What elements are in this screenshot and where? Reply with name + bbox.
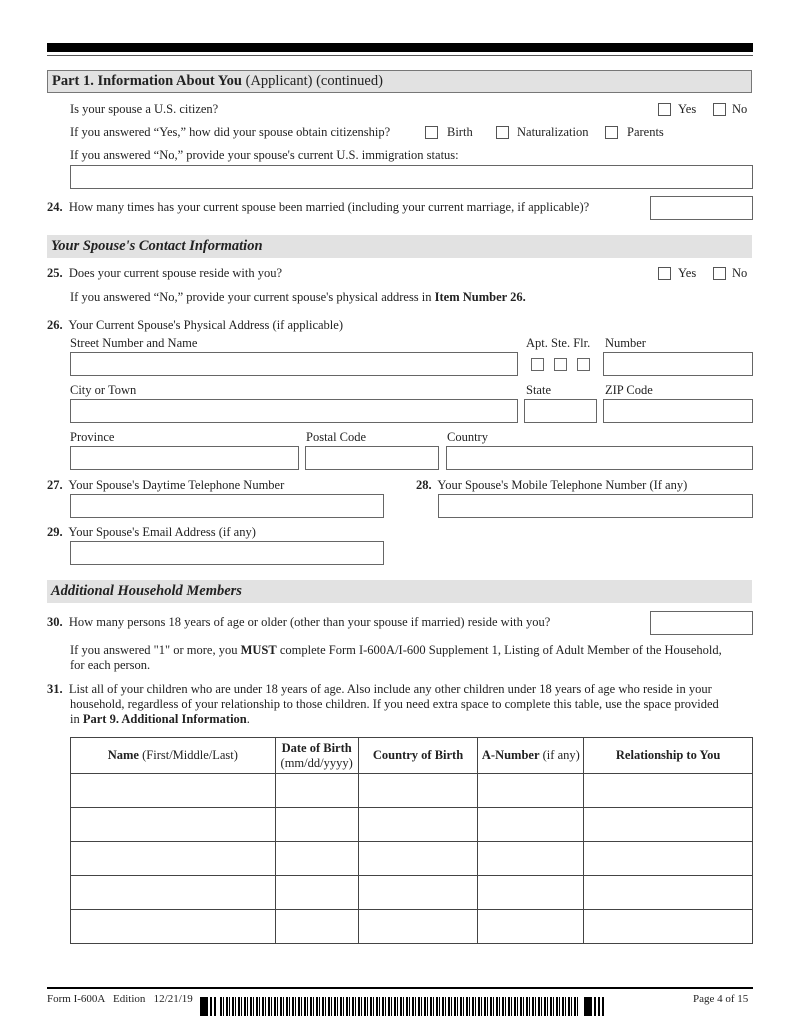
barcode-image — [200, 997, 625, 1016]
country-input[interactable] — [446, 446, 753, 470]
household-section-header: Additional Household Members — [47, 580, 752, 603]
child-1-country[interactable] — [358, 774, 478, 808]
header-name — [71, 738, 276, 774]
q31-line3 — [70, 712, 250, 727]
child-2-relationship[interactable] — [584, 808, 753, 842]
header-anum-bold: A-Number — [481, 748, 540, 762]
child-4-a-number[interactable] — [478, 876, 584, 910]
ste-checkbox[interactable] — [554, 358, 567, 371]
q25-label: Does your current spouse reside with you? — [68, 266, 283, 280]
child-5-a-number[interactable] — [478, 910, 584, 944]
child-3-a-number[interactable] — [478, 842, 584, 876]
postal-code-label: Postal Code — [306, 430, 367, 444]
header-anum-light: (if any) — [539, 748, 580, 762]
citizenship-how-label: If you answered “Yes,” how did your spouse obtain citizenship? — [70, 125, 391, 139]
q30-note-suffix: complete Form I-600A/I-600 Supplement 1, Listing of Adult Member of the Household, — [276, 643, 722, 657]
table-row — [71, 842, 753, 876]
top-rule-thick — [47, 43, 753, 52]
adult-household-count-input[interactable] — [650, 611, 753, 635]
child-3-country[interactable] — [358, 842, 478, 876]
part-header-normal: (Applicant) (continued) — [242, 73, 383, 89]
page-number: Page 4 of 15 — [693, 993, 749, 1005]
apt-ste-flr-label: Apt. Ste. Flr. — [526, 336, 591, 350]
header-name-light: (First/Middle/Last) — [138, 748, 238, 762]
child-2-dob[interactable] — [275, 808, 358, 842]
q26-number: 26. — [47, 318, 63, 332]
children-table — [70, 737, 753, 944]
header-country — [358, 738, 478, 774]
q30-label: How many persons 18 years of age or older (other than your spouse if married) reside with you? — [68, 615, 551, 629]
province-input[interactable] — [70, 446, 299, 470]
table-row — [71, 910, 753, 944]
q31-line3-bold: Part 9. Additional Information — [82, 712, 247, 726]
apt-checkbox[interactable] — [531, 358, 544, 371]
q24-row — [47, 200, 589, 215]
q31-line2: household, regardless of your relationship to those children. If you need extra space to complete this table, use the space provided — [70, 697, 719, 711]
q31-number: 31. — [47, 682, 63, 696]
q31-line3-suffix: . — [246, 712, 250, 726]
child-4-country[interactable] — [358, 876, 478, 910]
citizenship-birth-label: Birth — [447, 125, 473, 139]
q25-number: 25. — [47, 266, 63, 280]
q30-note-bold: MUST — [240, 643, 277, 657]
spouse-reside-no-label: No — [732, 266, 748, 280]
zip-input[interactable] — [603, 399, 753, 423]
spouse-reside-yes-checkbox[interactable] — [658, 267, 671, 280]
zip-label: ZIP Code — [605, 383, 653, 397]
q26-row — [47, 318, 343, 333]
q25-note-text: If you answered “No,” provide your current spouse's physical address in — [70, 290, 435, 304]
child-1-a-number[interactable] — [478, 774, 584, 808]
city-input[interactable] — [70, 399, 518, 423]
header-dob — [275, 738, 358, 774]
spouse-citizen-no-checkbox[interactable] — [713, 103, 726, 116]
child-2-name[interactable] — [71, 808, 276, 842]
children-table-header — [71, 738, 753, 774]
state-label: State — [526, 383, 551, 397]
country-label: Country — [447, 430, 488, 444]
part-1-header — [47, 70, 752, 93]
top-rule-thin — [47, 55, 753, 56]
child-1-dob[interactable] — [275, 774, 358, 808]
header-rel-bold: Relationship to You — [615, 748, 721, 762]
child-5-relationship[interactable] — [584, 910, 753, 944]
q27-number: 27. — [47, 478, 63, 492]
state-select[interactable] — [524, 399, 597, 423]
form-edition-label: Form I-600A Edition 12/21/19 — [47, 993, 193, 1005]
spouse-contact-section-header: Your Spouse's Contact Information — [47, 235, 752, 258]
child-4-relationship[interactable] — [584, 876, 753, 910]
q26-label: Your Current Spouse's Physical Address (if applicable) — [68, 318, 343, 332]
q31-line1-text: List all of your children who are under 18 years of age. Also include any other children under 18 years of age who reside in your — [68, 682, 712, 696]
table-row — [71, 774, 753, 808]
header-dob-bold: Date of Birth — [281, 740, 352, 755]
child-5-country[interactable] — [358, 910, 478, 944]
street-input[interactable] — [70, 352, 518, 376]
email-input[interactable] — [70, 541, 384, 565]
child-5-name[interactable] — [71, 910, 276, 944]
citizenship-naturalization-checkbox[interactable] — [496, 126, 509, 139]
spouse-citizen-yes-checkbox[interactable] — [658, 103, 671, 116]
spouse-reside-no-checkbox[interactable] — [713, 267, 726, 280]
child-2-country[interactable] — [358, 808, 478, 842]
citizenship-parents-checkbox[interactable] — [605, 126, 618, 139]
child-4-dob[interactable] — [275, 876, 358, 910]
unit-number-input[interactable] — [603, 352, 753, 376]
spouse-citizen-no-label: No — [732, 102, 748, 116]
header-country-bold: Country of Birth — [372, 748, 464, 762]
street-label: Street Number and Name — [70, 336, 198, 350]
q25-row — [47, 266, 282, 281]
city-label: City or Town — [70, 383, 137, 397]
table-row — [71, 808, 753, 842]
q24-number: 24. — [47, 200, 63, 214]
q27-row — [47, 478, 284, 493]
child-5-dob[interactable] — [275, 910, 358, 944]
q28-label: Your Spouse's Mobile Telephone Number (If any) — [437, 478, 688, 492]
q28-number: 28. — [416, 478, 432, 492]
spouse-citizen-yes-label: Yes — [678, 102, 697, 116]
q30-number: 30. — [47, 615, 63, 629]
mobile-phone-input[interactable] — [438, 494, 753, 518]
citizenship-naturalization-label: Naturalization — [517, 125, 589, 139]
spouse-times-married-input[interactable] — [650, 196, 753, 220]
header-name-bold: Name — [107, 748, 139, 762]
child-1-name[interactable] — [71, 774, 276, 808]
header-dob-light: (mm/dd/yyyy) — [280, 755, 353, 770]
q27-label: Your Spouse's Daytime Telephone Number — [68, 478, 285, 492]
q30-note — [70, 643, 722, 658]
q30-note-prefix: If you answered "1" or more, you — [70, 643, 241, 657]
child-4-name[interactable] — [71, 876, 276, 910]
flr-checkbox[interactable] — [577, 358, 590, 371]
table-row — [71, 876, 753, 910]
part-header-bold: Part 1. Information About You — [52, 73, 242, 89]
daytime-phone-input[interactable] — [70, 494, 384, 518]
q29-number: 29. — [47, 525, 63, 539]
province-label: Province — [70, 430, 115, 444]
q25-note — [70, 290, 526, 305]
header-a-number — [478, 738, 584, 774]
citizenship-birth-checkbox[interactable] — [425, 126, 438, 139]
child-2-a-number[interactable] — [478, 808, 584, 842]
q31-line3-prefix: in — [70, 712, 83, 726]
footer-rule — [47, 987, 753, 989]
spouse-citizen-label: Is your spouse a U.S. citizen? — [70, 102, 219, 116]
q30-row — [47, 615, 550, 630]
child-3-relationship[interactable] — [584, 842, 753, 876]
q30-note-line2: for each person. — [70, 658, 151, 672]
q29-row — [47, 525, 256, 540]
q28-row — [416, 478, 687, 493]
postal-code-input[interactable] — [305, 446, 439, 470]
unit-number-label: Number — [605, 336, 646, 350]
spouse-reside-yes-label: Yes — [678, 266, 697, 280]
q25-note-bold: Item Number 26. — [434, 290, 526, 304]
q31-line1 — [47, 682, 712, 697]
immigration-status-input[interactable] — [70, 165, 753, 189]
q24-label: How many times has your current spouse been married (including your current marriage, if applicable)? — [68, 200, 590, 214]
child-1-relationship[interactable] — [584, 774, 753, 808]
child-3-name[interactable] — [71, 842, 276, 876]
q29-label: Your Spouse's Email Address (if any) — [68, 525, 256, 539]
citizenship-parents-label: Parents — [627, 125, 664, 139]
header-relationship — [584, 738, 753, 774]
immigration-status-label: If you answered “No,” provide your spouse's current U.S. immigration status: — [70, 148, 459, 162]
child-3-dob[interactable] — [275, 842, 358, 876]
